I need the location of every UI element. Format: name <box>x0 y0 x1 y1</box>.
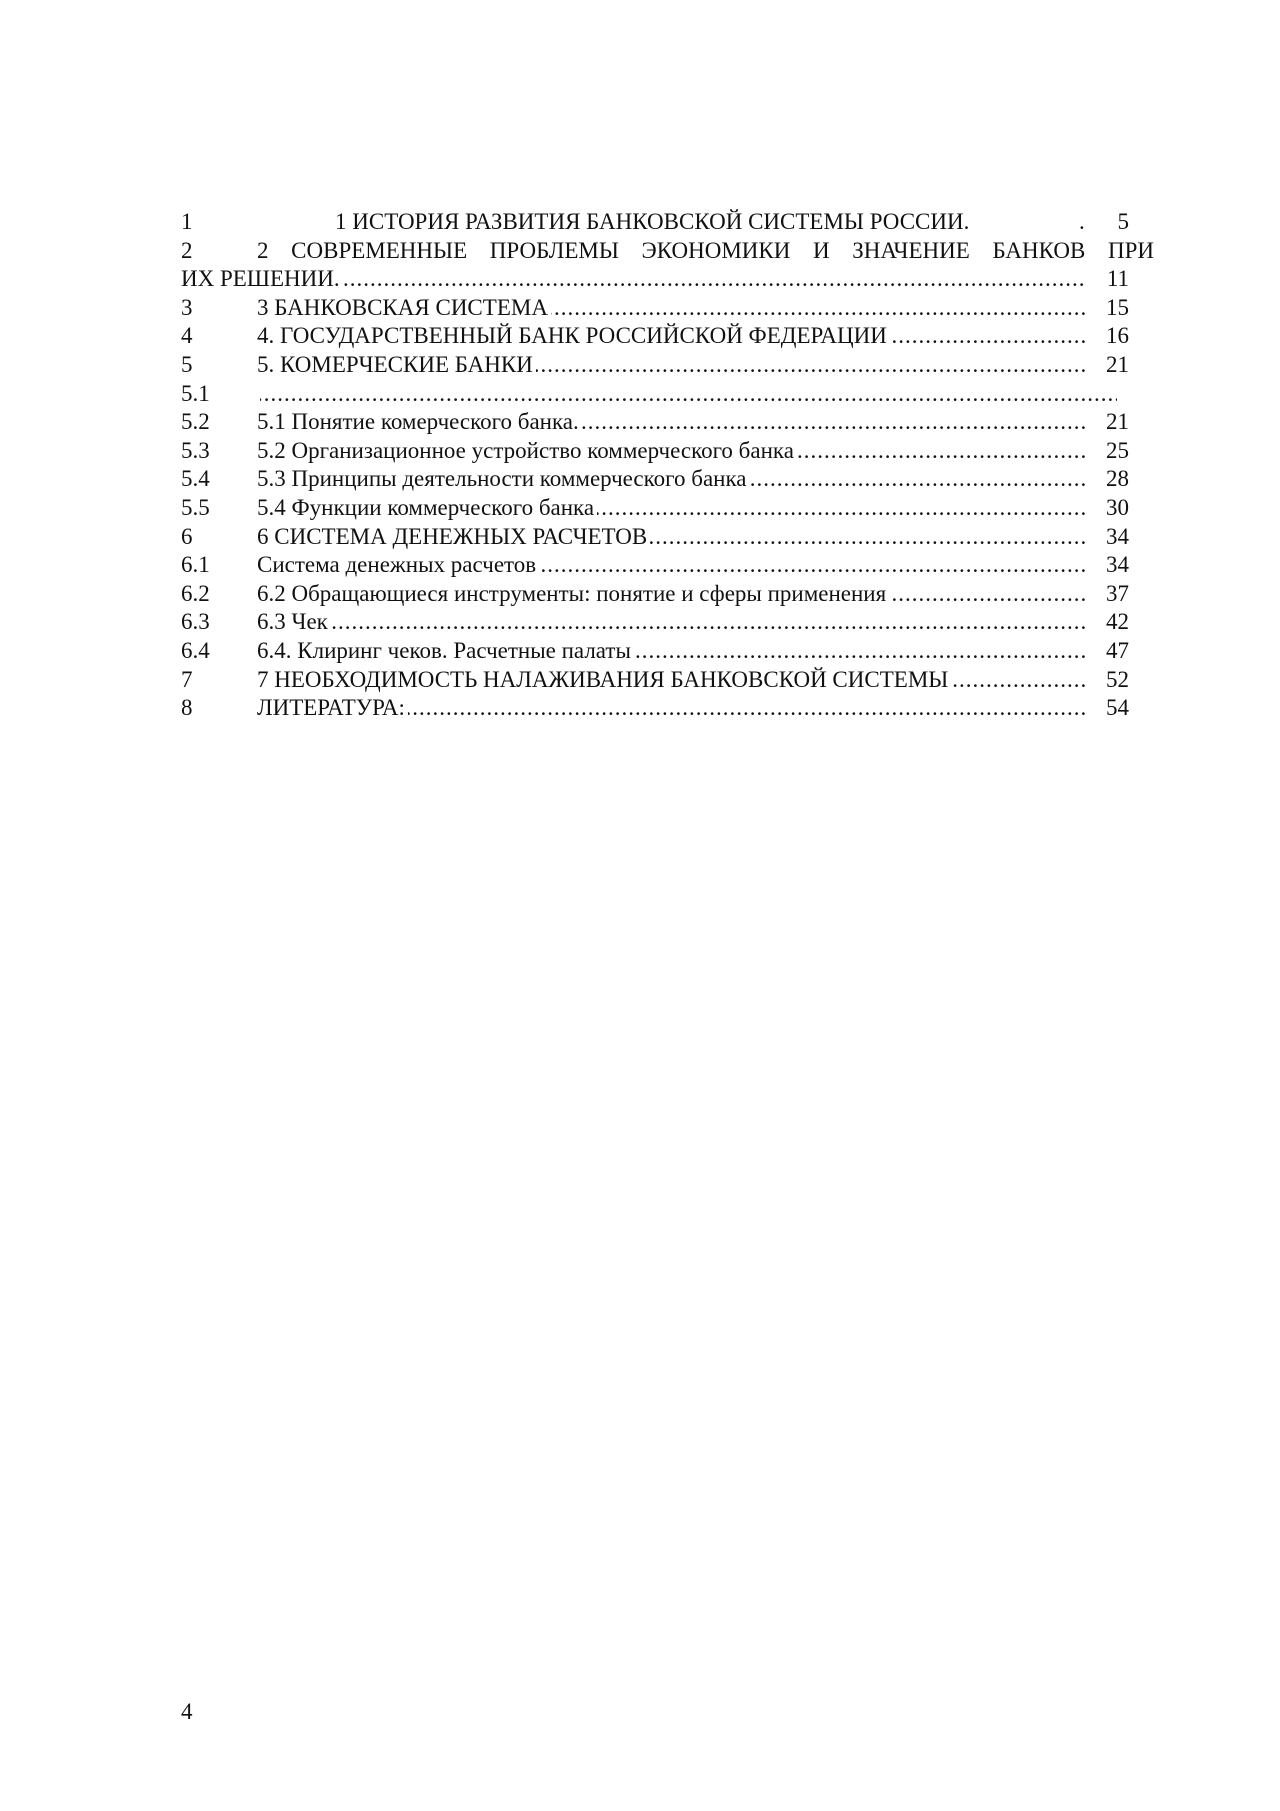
toc-entry-page: 30 <box>1085 494 1129 523</box>
toc-entry <box>181 322 1161 351</box>
toc-entry <box>181 494 1161 523</box>
toc-entry <box>181 208 1161 237</box>
toc-entry-page: 21 <box>1085 351 1129 380</box>
toc-entry-page: 21 <box>1085 408 1129 437</box>
toc-entry-title: 2 СОВРЕМЕННЫЕ ПРОБЛЕМЫ ЭКОНОМИКИ И ЗНАЧЕНИЕ БАНКОВ ПРИ <box>257 237 1154 263</box>
toc-entry-page: 11 <box>1085 265 1129 294</box>
toc-entry-number: 8 <box>181 695 193 721</box>
toc-entry <box>181 380 1161 409</box>
toc-entry-title: 5.1 Понятие комерческого банка. ..... <box>257 408 1107 437</box>
toc-entry-page: 42 <box>1085 608 1129 637</box>
table-of-contents <box>181 208 1161 723</box>
toc-entry-number: 6.2 <box>181 580 210 606</box>
toc-entry <box>181 694 1161 723</box>
toc-entry-number: 6 <box>181 523 193 549</box>
toc-entry-page: 34 <box>1085 551 1129 580</box>
toc-entry-title: 6.3 Чек ..... <box>257 608 1107 637</box>
toc-entry-title: 4. ГОСУДАРСТВЕННЫЙ БАНК РОССИЙСКОЙ ФЕДЕРАЦИИ ..... <box>257 322 1107 351</box>
toc-entry-leader: . <box>1079 209 1085 234</box>
toc-entry-number: 5.3 <box>181 437 210 463</box>
page-number: 4 <box>181 1699 193 1724</box>
toc-entry-title: 6 СИСТЕМА ДЕНЕЖНЫХ РАСЧЕТОВ ..... <box>257 523 1107 552</box>
toc-entry-number: 6.4 <box>181 637 210 663</box>
toc-entry-page: 25 <box>1085 437 1129 466</box>
toc-entry-number: 5 <box>181 351 193 377</box>
toc-entry-page: 52 <box>1085 666 1129 695</box>
toc-entry-title: 1 ИСТОРИЯ РАЗВИТИЯ БАНКОВСКОЙ СИСТЕМЫ РОССИИ. <box>335 208 1080 237</box>
toc-entry-page: 37 <box>1085 580 1129 609</box>
toc-entry <box>181 294 1161 323</box>
toc-entry-number: 4 <box>181 323 193 349</box>
toc-entry-title: 6.4. Клиринг чеков. Расчетные палаты ..... <box>257 637 1107 666</box>
toc-entry-title: ЛИТЕРАТУРА: ..... <box>257 694 1107 723</box>
toc-entry-title: 6.2 Обращающиеся инструменты: понятие и сферы применения ..... <box>257 580 1107 609</box>
toc-entry <box>181 551 1161 580</box>
toc-entry-title: 7 НЕОБХОДИМОСТЬ НАЛАЖИВАНИЯ БАНКОВСКОЙ СИСТЕМЫ ..... <box>257 666 1107 695</box>
toc-entry-number: 6.3 <box>181 609 210 635</box>
toc-entry-page: 15 <box>1085 294 1129 323</box>
toc-entry-number: 5.2 <box>181 409 210 435</box>
toc-entry-page: 54 <box>1085 694 1129 723</box>
toc-entry-number: 6.1 <box>181 552 210 578</box>
toc-entry-title: 5.2 Организационное устройство коммерческого банка ..... <box>257 437 1107 466</box>
toc-entry-number: 5.1 <box>181 380 210 406</box>
toc-entry-title-continuation: ИХ РЕШЕНИИ. ..... <box>181 265 1086 294</box>
toc-entry <box>181 237 1161 266</box>
toc-entry-leader <box>257 380 1117 409</box>
toc-entry <box>181 666 1161 695</box>
toc-entry-title: Система денежных расчетов ..... <box>257 551 1107 580</box>
toc-entry-page: 16 <box>1085 322 1129 351</box>
toc-entry-number: 5.4 <box>181 466 210 492</box>
toc-entry-page: 47 <box>1085 637 1129 666</box>
toc-entry-continuation <box>181 265 1161 294</box>
toc-entry <box>181 580 1161 609</box>
toc-entry-page: 5 <box>1085 208 1129 237</box>
toc-entry-page: 28 <box>1085 465 1129 494</box>
toc-entry-number: 3 <box>181 294 193 320</box>
toc-entry-number: 5.5 <box>181 494 210 520</box>
toc-entry <box>181 523 1161 552</box>
toc-entry <box>181 608 1161 637</box>
toc-entry <box>181 437 1161 466</box>
toc-entry <box>181 465 1161 494</box>
toc-entry-number: 7 <box>181 666 193 692</box>
toc-entry <box>181 637 1161 666</box>
toc-entry-title: 5.4 Функции коммерческого банка ..... <box>257 494 1107 523</box>
toc-entry <box>181 351 1161 380</box>
toc-entry-number: 1 <box>181 209 193 234</box>
toc-entry-page: 34 <box>1085 523 1129 552</box>
toc-entry-title: 5.3 Принципы деятельности коммерческого банка ..... <box>257 465 1107 494</box>
toc-entry-title: 5. КОМЕРЧЕСКИЕ БАНКИ ..... <box>257 351 1107 380</box>
toc-entry-title: 3 БАНКОВСКАЯ СИСТЕМА ..... <box>257 294 1107 323</box>
toc-entry-number: 2 <box>181 237 193 263</box>
toc-entry <box>181 408 1161 437</box>
